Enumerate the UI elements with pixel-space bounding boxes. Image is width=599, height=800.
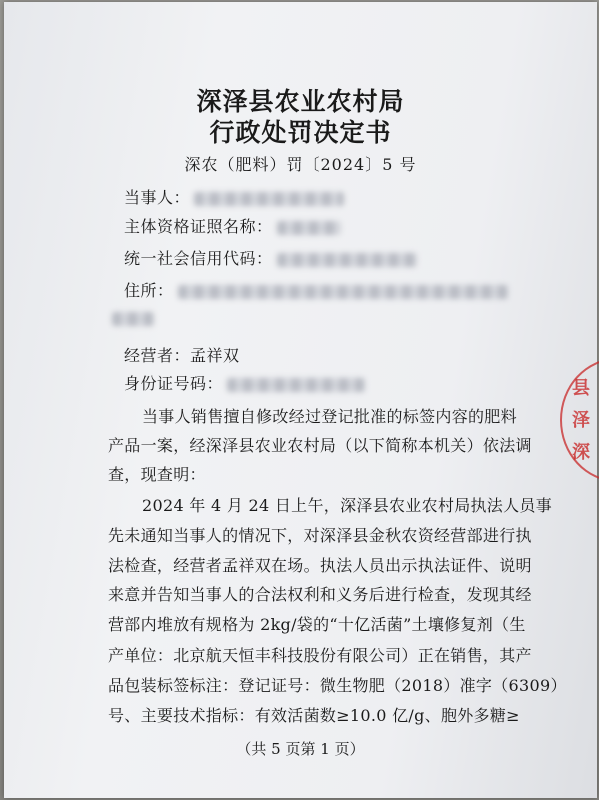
body-line: 当事人销售擅自修改经过登记批准的标签内容的肥料 — [142, 407, 517, 426]
party-label: 当事人： — [124, 188, 191, 207]
address-field — [124, 278, 508, 301]
official-seal: 县 泽 深 — [560, 358, 599, 482]
body-line: 2024 年 4 月 24 日上午，深泽县农业农村局执法人员事 — [142, 496, 552, 515]
body-line: 法检查，经营者孟祥双在场。执法人员出示执法证件、说明 — [108, 556, 532, 575]
body-line: 品包装标签标注：登记证号：微生物肥（2018）准字（6309） — [108, 676, 567, 695]
redacted-address-cont — [112, 312, 154, 326]
document-number: 深农（肥料）罚〔2024〕5 号 — [184, 155, 417, 174]
body-line: 来意并告知当事人的合法权利和义务后进行检查，发现其经 — [108, 585, 532, 604]
license-field — [124, 214, 341, 237]
redacted-id — [227, 378, 365, 392]
operator-label: 经营者： — [124, 346, 191, 365]
document-page — [4, 2, 597, 798]
document-subtitle: 行政处罚决定书 — [209, 118, 392, 147]
redacted-party — [194, 192, 344, 206]
id-field — [124, 371, 365, 394]
body-line: 产品一案，经深泽县农业农村局（以下简称本机关）依法调 — [108, 436, 532, 455]
body-line: 产单位：北京航天恒丰科技股份有限公司）正在销售，其产 — [108, 646, 532, 665]
operator-name: 孟祥双 — [190, 346, 240, 365]
operator-field — [124, 343, 240, 366]
body-line: 营部内堆放有规格为 2kg/袋的“十亿活菌”土壤修复剂（生 — [108, 615, 526, 634]
document-title: 深泽县农业农村局 — [196, 87, 405, 116]
redacted-credit-code — [277, 253, 417, 267]
credit-code-field — [124, 246, 417, 269]
id-label: 身份证号码： — [124, 374, 224, 393]
license-label: 主体资格证照名称： — [124, 217, 273, 236]
redacted-license — [277, 221, 341, 235]
body-line: 查，现查明： — [108, 465, 206, 484]
address-continuation — [108, 308, 154, 327]
address-label: 住所： — [124, 281, 174, 300]
body-line: 先未通知当事人的情况下，对深泽县金秋农资经营部进行执 — [108, 526, 532, 545]
credit-code-label: 统一社会信用代码： — [124, 249, 273, 268]
page-footer: （共 5 页第 1 页） — [236, 740, 365, 758]
redacted-address — [178, 285, 508, 299]
body-line: 号、主要技术指标：有效活菌数≥10.0 亿/g、胞外多糖≥ — [108, 706, 520, 725]
party-field — [124, 185, 344, 208]
